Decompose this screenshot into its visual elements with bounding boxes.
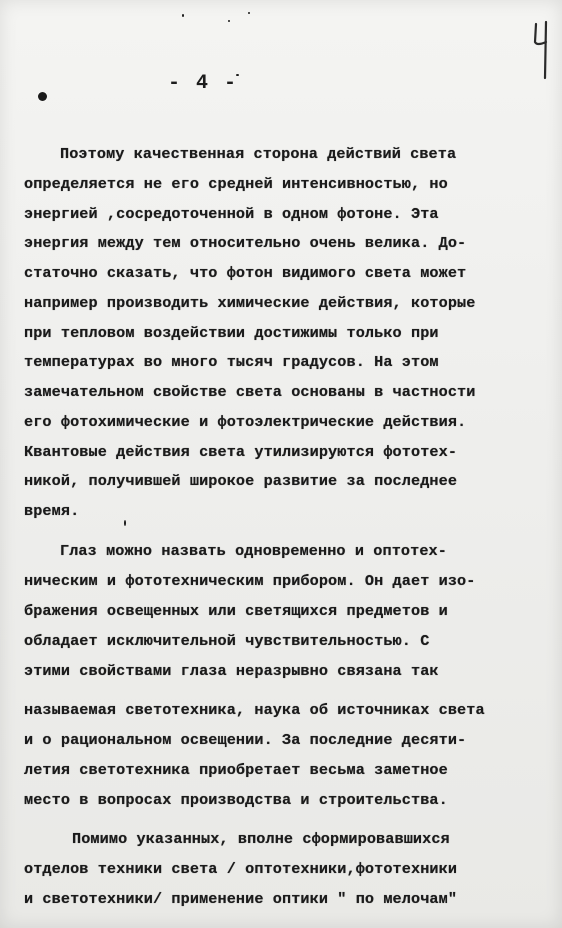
text-line: статочно сказать, что фотон видимого света может [24, 264, 467, 282]
text-line: Поэтому качественная сторона действий света [60, 145, 457, 163]
text-line: температурах во много тысяч градусов. На этом [24, 353, 439, 371]
text-line: и о рациональном освещении. За последние десяти- [24, 731, 467, 749]
text-line: его фотохимические и фотоэлектрические действия. [24, 413, 467, 431]
text-line: Помимо указанных, вполне сформировавшихся [72, 830, 450, 848]
text-line: обладает исключительной чувствительностью. С [24, 632, 430, 650]
ink-speck [228, 20, 230, 22]
text-line: никой, получившей широкое развитие за последнее [24, 472, 458, 490]
text-line: называемая светотехника, наука об источниках света [24, 701, 485, 719]
text-line: бражения освещенных или светящихся предметов и [24, 602, 448, 620]
text-line: и светотехники/ применение оптики " по мелочам" [24, 890, 458, 908]
text-line: место в вопросах производства и строительства. [24, 791, 448, 809]
text-line: энергией ,сосредоточенной в одном фотоне. Эта [24, 205, 439, 223]
text-line: при тепловом воздействии достижимы только при [24, 324, 439, 342]
text-line: отделов техники света / оптотехники,фототехники [24, 860, 458, 878]
ink-speck [248, 12, 250, 14]
text-line: Глаз можно назвать одновременно и оптотех- [60, 542, 447, 560]
text-line: этими свойствами глаза неразрывно связана так [24, 662, 439, 680]
ink-speck [124, 520, 126, 526]
text-line: например производить химические действия, которые [24, 294, 476, 312]
text-line: ническим и фототехническим прибором. Он дает изо- [24, 572, 476, 590]
ink-dot [38, 92, 47, 101]
text-line: Квантовые действия света утилизируются фототех- [24, 443, 458, 461]
text-line: замечательном свойстве света основаны в частности [24, 383, 476, 401]
text-line: определяется не его средней интенсивностью, но [24, 175, 448, 193]
page-number: - 4 - [168, 72, 239, 95]
text-line: энергия между тем относительно очень велика. До- [24, 234, 467, 252]
text-line: летия светотехника приобретает весьма заметное [24, 761, 448, 779]
handwritten-mark-icon [530, 20, 554, 80]
ink-speck [182, 14, 184, 17]
text-line: время. [24, 502, 80, 520]
